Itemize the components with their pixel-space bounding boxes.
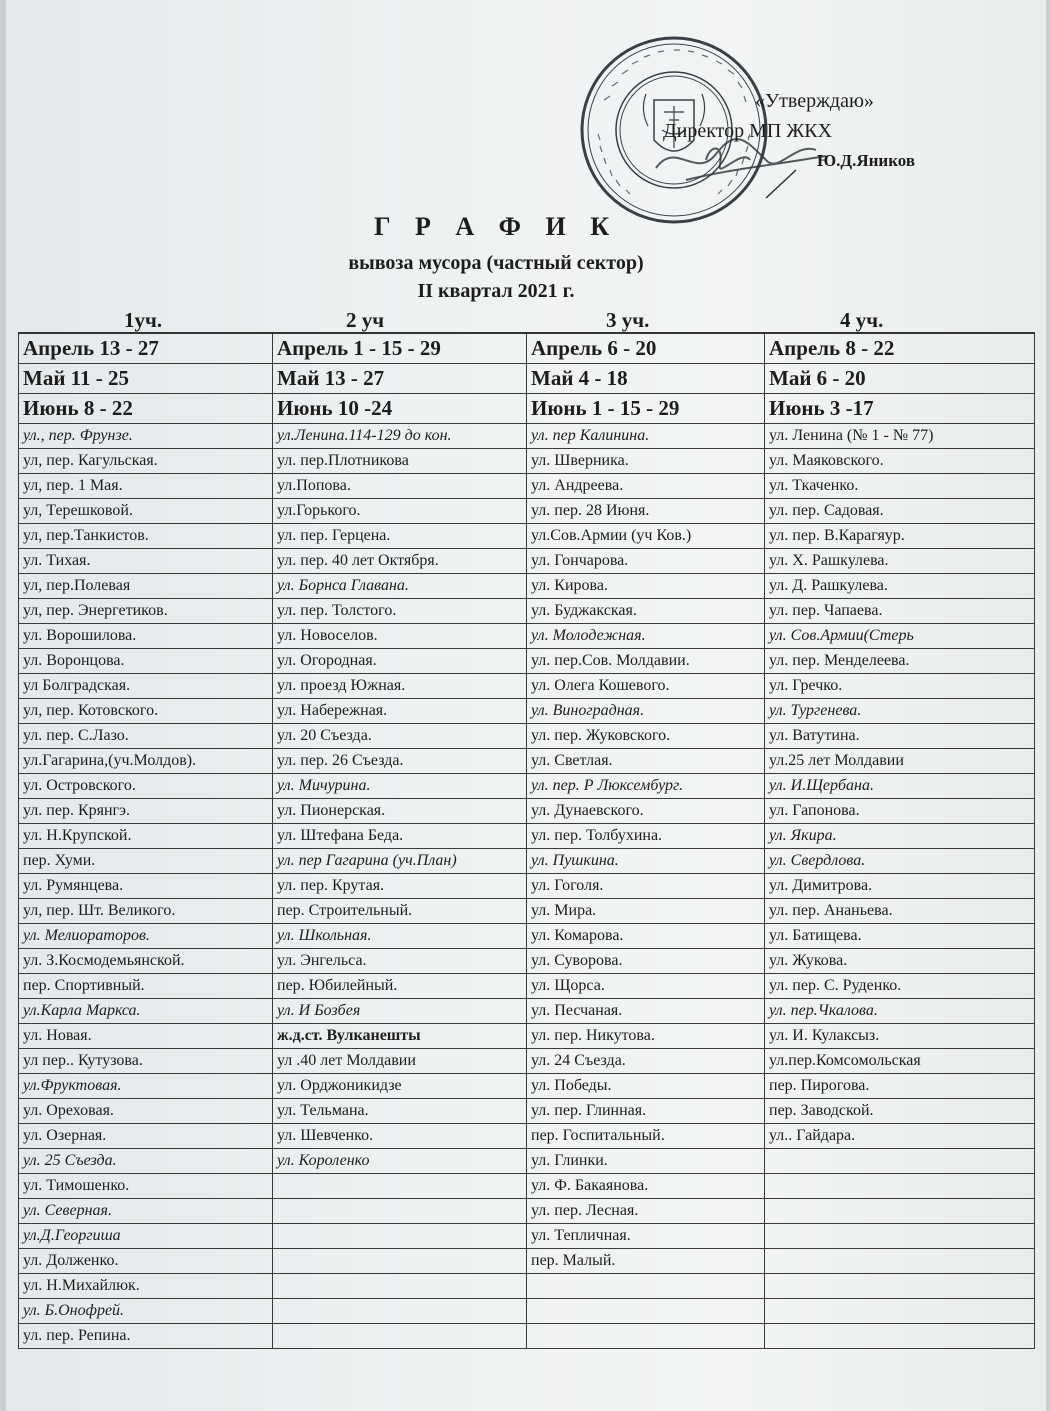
street-cell: ул.25 лет Молдавии [765, 749, 1035, 774]
street-cell: ул, пер.Полевая [19, 574, 273, 599]
street-cell: ул. пер. Менделеева. [765, 649, 1035, 674]
approval-block [661, 86, 961, 176]
schedule-dates-row [19, 333, 1035, 364]
table-row [19, 574, 1035, 599]
document-subtitle: вывоза мусора (частный сектор) [348, 252, 644, 274]
table-row [19, 624, 1035, 649]
street-cell: ул.Горького. [273, 499, 527, 524]
street-cell: пер. Спортивный. [19, 974, 273, 999]
street-cell: ул. пер. Ананьева. [765, 899, 1035, 924]
table-row [19, 899, 1035, 924]
table-row [19, 449, 1035, 474]
schedule-dates-row [19, 394, 1035, 424]
section-heading: 3 уч. [606, 308, 650, 332]
street-cell: ул. пер Гагарина (уч.План) [273, 849, 527, 874]
street-cell: ул, пер. Шт. Великого. [19, 899, 273, 924]
street-cell: ул.Фруктовая. [19, 1074, 273, 1099]
table-row [19, 749, 1035, 774]
schedule-dates-cell: Апрель 1 - 15 - 29 [273, 333, 527, 364]
street-cell: ул. Ореховая. [19, 1099, 273, 1124]
street-cell [273, 1324, 527, 1349]
street-cell: ул. Долженко. [19, 1249, 273, 1274]
street-cell [765, 1174, 1035, 1199]
street-cell: ул. Ткаченко. [765, 474, 1035, 499]
schedule-dates-cell: Апрель 13 - 27 [19, 333, 273, 364]
street-cell: ул. Гречко. [765, 674, 1035, 699]
document-page [6, 0, 1046, 1411]
street-cell [765, 1274, 1035, 1299]
street-cell: ул. пер.Чкалова. [765, 999, 1035, 1024]
schedule-dates-cell: Май 6 - 20 [765, 364, 1035, 394]
street-cell: ул. Ватутина. [765, 724, 1035, 749]
table-row [19, 1049, 1035, 1074]
table-row [19, 924, 1035, 949]
street-cell: ул. Светлая. [527, 749, 765, 774]
schedule-dates-cell: Июнь 8 - 22 [19, 394, 273, 424]
street-cell: ул. Пионерская. [273, 799, 527, 824]
street-cell: ул. пер. Крутая. [273, 874, 527, 899]
schedule-dates-cell: Апрель 6 - 20 [527, 333, 765, 364]
street-cell: ул. Димитрова. [765, 874, 1035, 899]
schedule-dates-cell: Июнь 3 -17 [765, 394, 1035, 424]
street-cell: ул. Д. Рашкулева. [765, 574, 1035, 599]
schedule-dates-cell: Июнь 1 - 15 - 29 [527, 394, 765, 424]
table-row [19, 499, 1035, 524]
street-cell: ул.пер.Комсомольская [765, 1049, 1035, 1074]
street-cell: пер. Хуми. [19, 849, 273, 874]
street-cell: ул. Песчаная. [527, 999, 765, 1024]
street-cell: ул. Тихая. [19, 549, 273, 574]
street-cell: ул.Ленина.114-129 до кон. [273, 424, 527, 449]
table-row [19, 874, 1035, 899]
approval-heading: «Утверждаю» [755, 90, 874, 112]
street-cell: ул. Школьная. [273, 924, 527, 949]
table-row [19, 674, 1035, 699]
street-cell: ул, пер. Энергетиков. [19, 599, 273, 624]
street-cell: ул. Олега Кошевого. [527, 674, 765, 699]
street-cell: ул. пер. Жуковского. [527, 724, 765, 749]
section-heading: 2 уч [346, 308, 385, 332]
street-cell: ул. Н.Михайлюк. [19, 1274, 273, 1299]
street-cell [765, 1299, 1035, 1324]
street-cell: ул., пер. Фрунзе. [19, 424, 273, 449]
table-row [19, 474, 1035, 499]
street-cell: ул. И.Щербана. [765, 774, 1035, 799]
schedule-dates-cell: Май 11 - 25 [19, 364, 273, 394]
approval-name: Ю.Д.Яников [817, 151, 916, 170]
table-row [19, 1249, 1035, 1274]
street-cell: пер. Юбилейный. [273, 974, 527, 999]
street-cell [765, 1324, 1035, 1349]
street-cell: ул, пер. Кагульская. [19, 449, 273, 474]
street-cell: ул. Воронцова. [19, 649, 273, 674]
street-cell: ул, пер. 1 Мая. [19, 474, 273, 499]
street-cell: пер. Госпитальный. [527, 1124, 765, 1149]
table-row [19, 724, 1035, 749]
street-cell: ул. Новоселов. [273, 624, 527, 649]
street-cell: ул. Пушкина. [527, 849, 765, 874]
street-cell: ул. пер. Репина. [19, 1324, 273, 1349]
street-cell: ул. Буджакская. [527, 599, 765, 624]
street-cell: ул. пер. 28 Июня. [527, 499, 765, 524]
street-cell [527, 1274, 765, 1299]
street-cell: ул. Штефана Беда. [273, 824, 527, 849]
street-cell: ул. Ф. Бакаянова. [527, 1174, 765, 1199]
schedule-dates-cell: Июнь 10 -24 [273, 394, 527, 424]
street-cell: ул. пер. Толстого. [273, 599, 527, 624]
street-cell [273, 1174, 527, 1199]
street-cell: ул. Тургенева. [765, 699, 1035, 724]
street-cell: ул.Гагарина,(уч.Молдов). [19, 749, 273, 774]
street-cell: пер. Малый. [527, 1249, 765, 1274]
street-cell: ул. Шевченко. [273, 1124, 527, 1149]
street-cell: ул. Энгельса. [273, 949, 527, 974]
street-cell: ул.Попова. [273, 474, 527, 499]
street-cell: ул. пер. Р Люксембург. [527, 774, 765, 799]
street-cell: ул. Островского. [19, 774, 273, 799]
street-cell [765, 1249, 1035, 1274]
document-period: II квартал 2021 г. [417, 280, 575, 302]
section-heading: 1уч. [124, 308, 163, 332]
street-cell: ул, пер.Танкистов. [19, 524, 273, 549]
street-cell: ул. 25 Съезда. [19, 1149, 273, 1174]
street-cell: ул. И Бозбея [273, 999, 527, 1024]
street-cell: ул. Борнса Главана. [273, 574, 527, 599]
street-cell: ул. Молодежная. [527, 624, 765, 649]
table-row [19, 1274, 1035, 1299]
street-cell: ул Болградская. [19, 674, 273, 699]
street-cell: ул. Ленина (№ 1 - № 77) [765, 424, 1035, 449]
table-row [19, 699, 1035, 724]
street-cell: ул. Шверника. [527, 449, 765, 474]
street-cell: ул. Огородная. [273, 649, 527, 674]
street-cell: пер. Строительный. [273, 899, 527, 924]
street-cell: ул. Новая. [19, 1024, 273, 1049]
street-cell: ул. Гоголя. [527, 874, 765, 899]
street-cell: ул. Комарова. [527, 924, 765, 949]
street-cell: ул. Румянцева. [19, 874, 273, 899]
street-cell: ул. пер. С.Лазо. [19, 724, 273, 749]
street-cell: пер. Пирогова. [765, 1074, 1035, 1099]
street-cell: ул. Кирова. [527, 574, 765, 599]
street-cell: ул. Дунаевского. [527, 799, 765, 824]
street-cell: ул. Набережная. [273, 699, 527, 724]
street-cell: ул. Тельмана. [273, 1099, 527, 1124]
street-cell: ул. проезд Южная. [273, 674, 527, 699]
section-heading: 4 уч. [840, 308, 884, 332]
street-cell: ул. Жукова. [765, 949, 1035, 974]
street-cell: ул. Гапонова. [765, 799, 1035, 824]
street-cell [273, 1249, 527, 1274]
street-cell: ул. Якира. [765, 824, 1035, 849]
street-cell: ул. Ворошилова. [19, 624, 273, 649]
table-row [19, 1324, 1035, 1349]
street-cell: ул. 24 Съезда. [527, 1049, 765, 1074]
street-cell: ул. Батищева. [765, 924, 1035, 949]
street-cell: ул. пер. Никутова. [527, 1024, 765, 1049]
street-cell: ул. З.Космодемьянской. [19, 949, 273, 974]
street-cell: ул. Свердлова. [765, 849, 1035, 874]
table-row [19, 799, 1035, 824]
table-row [19, 824, 1035, 849]
street-cell: ул. пер Калинина. [527, 424, 765, 449]
street-cell: ул, пер. Котовского. [19, 699, 273, 724]
street-cell: ул. Орджоникидзе [273, 1074, 527, 1099]
street-cell: ул. пер. Глинная. [527, 1099, 765, 1124]
street-cell: ул. пер. В.Карагяур. [765, 524, 1035, 549]
street-cell [527, 1324, 765, 1349]
street-cell: ул. пер. 40 лет Октября. [273, 549, 527, 574]
table-row [19, 949, 1035, 974]
schedule-dates-cell: Май 13 - 27 [273, 364, 527, 394]
street-cell: ул. Х. Рашкулева. [765, 549, 1035, 574]
schedule-dates-cell: Май 4 - 18 [527, 364, 765, 394]
street-cell: ул. пер.Плотникова [273, 449, 527, 474]
street-cell: ул. пер. Садовая. [765, 499, 1035, 524]
street-cell: ул. Б.Онофрей. [19, 1299, 273, 1324]
table-row [19, 424, 1035, 449]
street-cell: ул. пер. Герцена. [273, 524, 527, 549]
street-cell: ул. Победы. [527, 1074, 765, 1099]
street-cell: ул. пер. 26 Съезда. [273, 749, 527, 774]
street-cell [765, 1199, 1035, 1224]
street-cell: ул. Суворова. [527, 949, 765, 974]
table-row [19, 1074, 1035, 1099]
table-row [19, 849, 1035, 874]
schedule-dates-row [19, 364, 1035, 394]
street-cell: пер. Заводской. [765, 1099, 1035, 1124]
table-row [19, 999, 1035, 1024]
street-cell: ул. пер. Толбухина. [527, 824, 765, 849]
street-cell: ул. пер. Чапаева. [765, 599, 1035, 624]
document-title: Г Р А Ф И К [373, 212, 619, 241]
street-cell [273, 1274, 527, 1299]
street-cell: ул. Озерная. [19, 1124, 273, 1149]
street-cell: ул .40 лет Молдавии [273, 1049, 527, 1074]
table-row [19, 774, 1035, 799]
street-cell: ул. 20 Съезда. [273, 724, 527, 749]
street-cell: ул. Глинки. [527, 1149, 765, 1174]
table-row [19, 1024, 1035, 1049]
table-row [19, 1174, 1035, 1199]
table-row [19, 599, 1035, 624]
street-cell: ул. Мира. [527, 899, 765, 924]
street-cell: ул. И. Кулаксыз. [765, 1024, 1035, 1049]
street-cell: ул. пер. Крянгэ. [19, 799, 273, 824]
table-row [19, 1149, 1035, 1174]
street-cell: ул пер.. Кутузова. [19, 1049, 273, 1074]
street-cell [273, 1299, 527, 1324]
street-cell: ж.д.ст. Вулканешты [273, 1024, 527, 1049]
table-row [19, 1224, 1035, 1249]
street-cell [765, 1224, 1035, 1249]
street-cell: ул. пер. С. Руденко. [765, 974, 1035, 999]
table-row [19, 1199, 1035, 1224]
table-row [19, 524, 1035, 549]
street-cell: ул. Андреева. [527, 474, 765, 499]
street-cell: ул. Виноградная. [527, 699, 765, 724]
street-cell: ул. Короленко [273, 1149, 527, 1174]
approval-position: Директор МП ЖКХ [663, 120, 833, 142]
street-cell: ул, Терешковой. [19, 499, 273, 524]
table-row [19, 1124, 1035, 1149]
street-cell: ул. Гончарова. [527, 549, 765, 574]
street-cell [765, 1149, 1035, 1174]
street-cell: ул. Н.Крупской. [19, 824, 273, 849]
street-cell: ул. Сов.Армии(Стерь [765, 624, 1035, 649]
street-cell: ул. Щорса. [527, 974, 765, 999]
street-cell: ул. Северная. [19, 1199, 273, 1224]
schedule-dates-cell: Апрель 8 - 22 [765, 333, 1035, 364]
street-cell: ул. Тепличная. [527, 1224, 765, 1249]
table-row [19, 1299, 1035, 1324]
table-row [19, 974, 1035, 999]
street-cell: ул.Карла Маркса. [19, 999, 273, 1024]
street-cell: ул. Мичурина. [273, 774, 527, 799]
street-cell [527, 1299, 765, 1324]
street-cell: ул. пер. Лесная. [527, 1199, 765, 1224]
street-cell [273, 1224, 527, 1249]
table-row [19, 549, 1035, 574]
street-cell: ул. Тимошенко. [19, 1174, 273, 1199]
street-cell: ул. пер.Сов. Молдавии. [527, 649, 765, 674]
street-cell [273, 1199, 527, 1224]
table-row [19, 649, 1035, 674]
schedule-table [18, 332, 1035, 1349]
street-cell: ул. Мелиораторов. [19, 924, 273, 949]
street-cell: ул.Сов.Армии (уч Ков.) [527, 524, 765, 549]
street-cell: ул. Маяковского. [765, 449, 1035, 474]
street-cell: ул.. Гайдара. [765, 1124, 1035, 1149]
street-cell: ул.Д.Георгиша [19, 1224, 273, 1249]
table-row [19, 1099, 1035, 1124]
